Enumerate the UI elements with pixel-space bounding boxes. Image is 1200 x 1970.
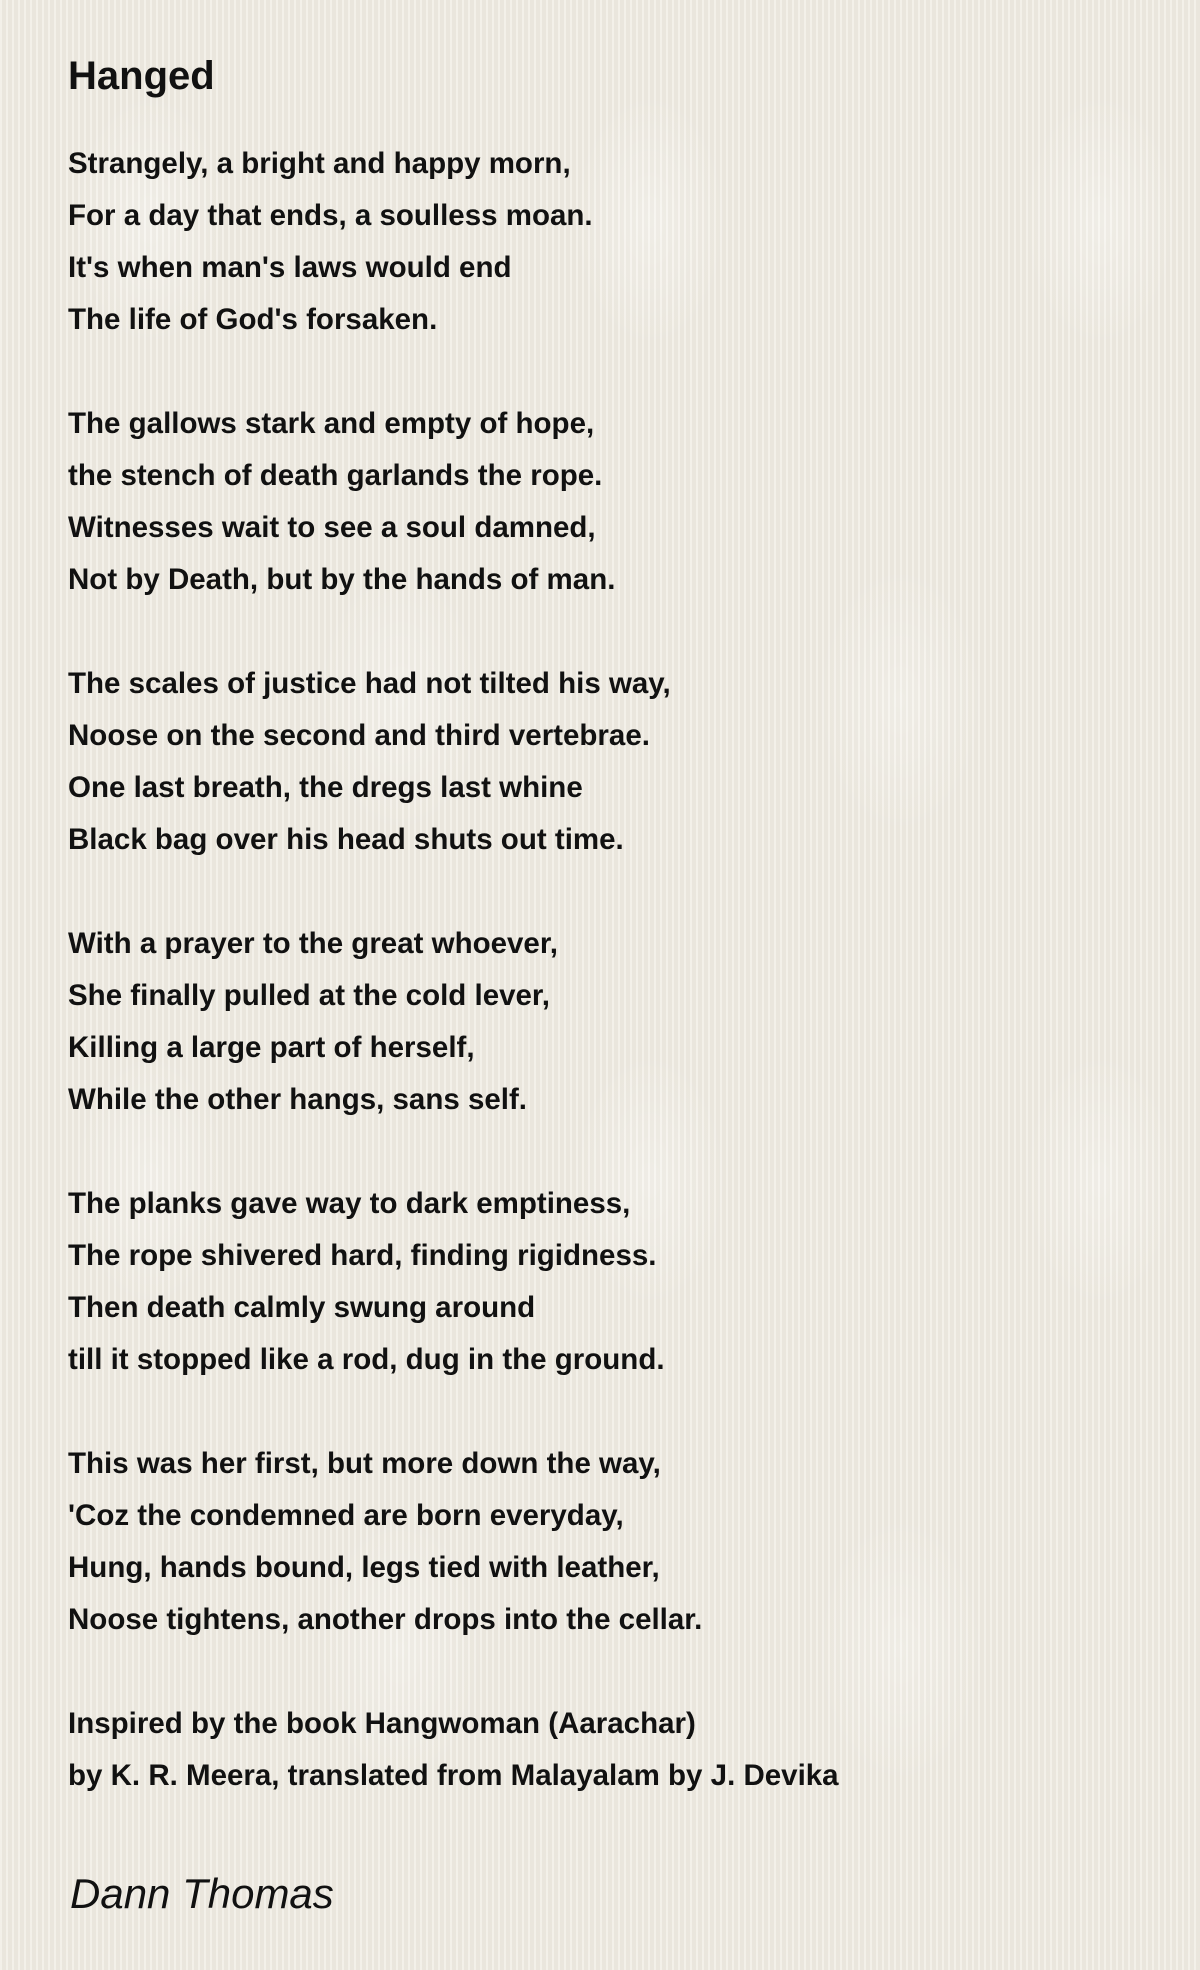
- poem-line: While the other hangs, sans self.: [68, 1083, 527, 1116]
- poem-note: [68, 1698, 1148, 1802]
- poem-line: She finally pulled at the cold lever,: [68, 979, 550, 1012]
- poem-line: The life of God's forsaken.: [68, 303, 438, 336]
- poem-line: The planks gave way to dark emptiness,: [68, 1187, 631, 1220]
- stanza-1: [68, 138, 1148, 346]
- poem-line: It's when man's laws would end: [68, 251, 512, 284]
- poem-line: Witnesses wait to see a soul damned,: [68, 511, 596, 544]
- poem-line: Strangely, a bright and happy morn,: [68, 147, 571, 180]
- poem-container: [68, 48, 1148, 1854]
- poem-line: Then death calmly swung around: [68, 1291, 536, 1324]
- poem-line: Not by Death, but by the hands of man.: [68, 563, 616, 596]
- poem-line: Black bag over his head shuts out time.: [68, 823, 624, 856]
- poem-line: till it stopped like a rod, dug in the ground.: [68, 1343, 665, 1376]
- note-line: by K. R. Meera, translated from Malayalam by J. Devika: [68, 1759, 839, 1792]
- poem-line: Killing a large part of herself,: [68, 1031, 475, 1064]
- poem-line: the stench of death garlands the rope.: [68, 459, 603, 492]
- stanza-3: [68, 658, 1148, 866]
- poem-line: Noose on the second and third vertebrae.: [68, 719, 650, 752]
- stanza-6: [68, 1438, 1148, 1646]
- poem-line: One last breath, the dregs last whine: [68, 771, 583, 804]
- poem-line: This was her first, but more down the way,: [68, 1447, 661, 1480]
- poem-line: The rope shivered hard, finding rigidness.: [68, 1239, 657, 1272]
- stanza-4: [68, 918, 1148, 1126]
- poem-line: Noose tightens, another drops into the cellar.: [68, 1603, 703, 1636]
- stanza-5: [68, 1178, 1148, 1386]
- poem-line: The scales of justice had not tilted his way,: [68, 667, 671, 700]
- poem-line: 'Coz the condemned are born everyday,: [68, 1499, 624, 1532]
- note-line: Inspired by the book Hangwoman (Aarachar): [68, 1707, 696, 1740]
- poem-title: Hanged: [68, 54, 215, 98]
- poem-line: The gallows stark and empty of hope,: [68, 407, 595, 440]
- poem-line: Hung, hands bound, legs tied with leather,: [68, 1551, 660, 1584]
- stanza-2: [68, 398, 1148, 606]
- poem-line: With a prayer to the great whoever,: [68, 927, 558, 960]
- author-signature: Dann Thomas: [70, 1870, 334, 1917]
- poem-line: For a day that ends, a soulless moan.: [68, 199, 593, 232]
